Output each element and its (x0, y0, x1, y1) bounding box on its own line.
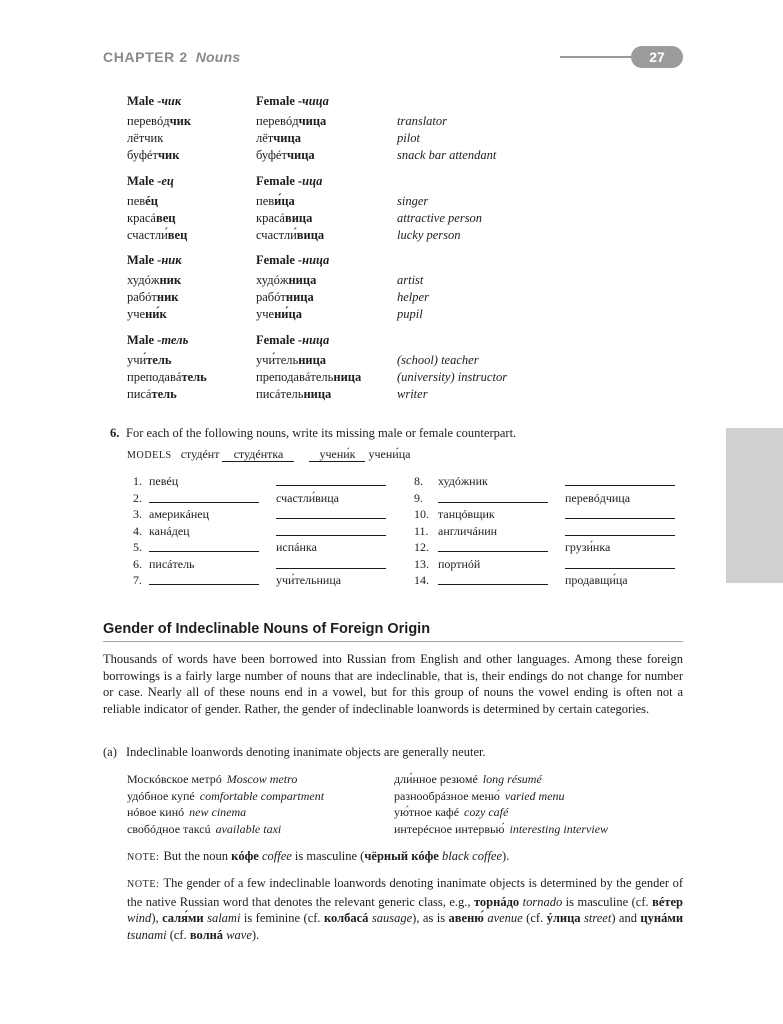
note-text: ). (502, 849, 510, 863)
female-ending: чица (273, 131, 301, 145)
answer-blank (276, 485, 386, 486)
female-label: Female (256, 333, 295, 347)
female-suffix-heading (256, 93, 329, 109)
note-italic: black coffee (441, 849, 503, 863)
exercise-item-number: 5. (133, 540, 142, 554)
female-ending: ница (288, 273, 317, 287)
group-header (0, 332, 783, 348)
word-pair-row (0, 130, 783, 146)
note-bold: цунáми (640, 911, 684, 925)
male-word (127, 193, 158, 209)
translation: writer (397, 387, 428, 401)
exercise-item-number: 10. (414, 507, 429, 521)
female-suffix-heading (256, 173, 322, 189)
word-pair-row (0, 272, 783, 288)
example-gloss: available taxi (215, 821, 282, 836)
female-label: Female (256, 174, 295, 188)
note-italic: avenue (487, 911, 523, 925)
page-number-badge: 27 (631, 46, 683, 68)
note-bold: чёрный кóфе (364, 849, 439, 863)
female-stem: буфéт (256, 148, 287, 162)
female-suffix: -ница (298, 333, 330, 347)
chapter-label: CHAPTER 2 (103, 49, 188, 65)
male-word (127, 289, 178, 305)
male-stem: преподавá (127, 370, 182, 384)
male-stem: рабóт (127, 290, 157, 304)
male-ending: чик (169, 114, 192, 128)
note-italic: salami (207, 911, 241, 925)
exercise-item-number: 14. (414, 573, 429, 587)
note-italic: street (584, 911, 612, 925)
section-title: Gender of Indeclinable Nouns of Foreign Origin (103, 621, 431, 637)
example-russian: ую́тное кафé (394, 805, 460, 819)
note-italic: coffee (261, 849, 292, 863)
female-word (256, 113, 326, 129)
answer-blank (438, 551, 548, 552)
female-label: Female (256, 253, 295, 267)
female-suffix: -ница (298, 253, 330, 267)
male-stem: худóж (127, 273, 160, 287)
note-text: ), as is (412, 911, 449, 925)
male-label: Male (127, 333, 155, 347)
translation: (university) instructor (397, 370, 508, 384)
exercise-item-number: 9. (414, 490, 423, 505)
male-ending: ник (156, 290, 179, 304)
note-italic: wave (226, 927, 252, 942)
exercise-male-word: писáтель (149, 556, 195, 571)
examples-right (394, 771, 608, 837)
section-rule (103, 641, 683, 642)
translation: lucky person (397, 228, 461, 242)
male-word (127, 272, 181, 288)
exercise-instruction: For each of the following nouns, write its missing male or female counterpart. (126, 426, 517, 440)
subsection-letter: (a) (103, 745, 117, 759)
female-suffix-heading (256, 332, 329, 348)
male-word (127, 210, 175, 226)
female-stem: писáтель (256, 387, 304, 401)
chapter-title: Nouns (195, 49, 241, 65)
female-word (256, 210, 312, 226)
female-stem: рабóт (256, 290, 286, 304)
answer-blank (438, 502, 548, 503)
example-phrase (127, 821, 324, 838)
exercise-item-number: 3. (133, 507, 142, 521)
word-pair-row (0, 147, 783, 163)
note-text: ) and (611, 911, 641, 925)
group-header (0, 252, 783, 268)
note-coffee (127, 848, 683, 867)
male-stem: красá (127, 211, 156, 225)
exercise-item-number: 12. (414, 540, 429, 554)
female-ending: и́ца (274, 194, 295, 208)
female-ending: ница (298, 353, 327, 367)
female-word (256, 193, 295, 209)
exercise-male-word: англичáнин (438, 523, 498, 538)
note-italic: tornado (522, 894, 563, 909)
female-ending: ница (285, 290, 314, 304)
male-word (127, 147, 179, 163)
exercise-male-word: канáдец (149, 523, 190, 538)
female-stem: счастли́ (256, 228, 297, 242)
section-intro: Thousands of words have been borrowed into Russian from English and other languages. Among these foreign borrowings is a fairly large number of nouns that are indeclinable, that is, their endings do not change for number or case. Nearly all of these nouns end in a vowel, but for this group of nouns the vowel ending is often not a reliable indicator of gender. Rather, the gender of indeclinable loanwords is determined by certain categories. (103, 652, 683, 716)
example-gloss: long résumé (482, 772, 542, 786)
female-suffix: -чица (298, 94, 329, 108)
example-gloss: new cinema (189, 805, 247, 819)
male-stem: перевóд (127, 114, 170, 128)
word-pair-row (0, 369, 783, 385)
exercise-item-number: 8. (414, 474, 423, 488)
exercise-female-word: перевóдчица (565, 490, 631, 505)
female-ending: ница (333, 370, 362, 384)
answer-blank (149, 551, 259, 552)
note-label: NOTE: (127, 852, 160, 863)
male-suffix-heading (127, 252, 182, 268)
example-phrase (127, 788, 324, 805)
note-bold: колбасá (323, 911, 369, 925)
model2-answer: учени́к (309, 448, 365, 462)
exercise-number: 6. (110, 426, 120, 440)
female-stem: перевóд (256, 114, 299, 128)
exercise-models (127, 446, 410, 464)
example-gloss: comfortable compartment (199, 788, 325, 803)
note-text: But the noun (163, 849, 232, 863)
model2-word: учени́ца (368, 447, 411, 461)
example-russian: интерéсное интервью́ (394, 821, 505, 836)
note-generic-class (127, 875, 683, 943)
example-gloss: Moscow metro (226, 772, 298, 786)
translation: (school) teacher (397, 353, 479, 367)
exercise-female-word: учи́тельница (276, 573, 342, 587)
word-pair-row (0, 113, 783, 129)
male-suffix-heading (127, 173, 174, 189)
male-suffix: -ник (157, 253, 182, 267)
translation: pupil (397, 307, 423, 321)
note-text: is masculine ( (291, 849, 365, 863)
word-pair-row (0, 289, 783, 305)
examples-left (127, 771, 324, 837)
note-text: is masculine (cf. (562, 894, 653, 909)
answer-blank (276, 518, 386, 519)
female-stem: уче (256, 307, 275, 321)
female-word (256, 306, 302, 322)
note-bold: саля́ми (162, 911, 204, 925)
translation: artist (397, 273, 424, 287)
exercise-male-word: америкáнец (149, 507, 209, 521)
example-russian: дли́нное резюмé (394, 772, 478, 786)
exercise-item-number: 13. (414, 556, 429, 571)
exercise-male-word: танцóвщик (438, 507, 495, 521)
word-pair-row (0, 386, 783, 402)
male-word (127, 386, 177, 402)
female-word (256, 352, 326, 368)
female-stem: худóж (256, 273, 289, 287)
models-label: MODELS (127, 450, 172, 461)
translation: pilot (397, 131, 420, 145)
note-italic: wind (127, 911, 152, 925)
example-phrase (127, 804, 324, 821)
note-text: (cf. (522, 911, 547, 925)
male-label: Male (127, 94, 155, 108)
example-russian: разнообрáзное меню́ (394, 788, 500, 803)
male-word (127, 227, 187, 243)
female-stem: преподавáтель (256, 370, 334, 384)
male-stem: пев (127, 194, 146, 208)
running-header (103, 49, 240, 65)
female-label: Female (256, 94, 295, 108)
exercise-item-number: 4. (133, 523, 142, 538)
example-gloss: cozy café (464, 805, 509, 819)
word-pair-row (0, 193, 783, 209)
male-ending: вец (167, 228, 188, 242)
female-word (256, 386, 331, 402)
answer-blank (149, 584, 259, 585)
note-bold: авеню́ (448, 911, 484, 925)
model1-answer: студéнтка (222, 448, 294, 462)
note-text: (cf. (166, 927, 190, 942)
female-stem: лёт (256, 131, 274, 145)
translation: attractive person (397, 211, 483, 225)
exercise-female-word: испáнка (276, 540, 317, 554)
male-suffix-heading (127, 93, 181, 109)
male-stem: уче (127, 307, 146, 321)
exercise-male-word: худóжник (438, 474, 488, 488)
male-suffix: -ец (157, 174, 174, 188)
female-word (256, 130, 301, 146)
word-pair-row (0, 306, 783, 322)
female-word (256, 369, 361, 385)
example-russian: нóвое кинó (127, 805, 185, 819)
male-ending: ник (159, 273, 182, 287)
note-text: is feminine (cf. (240, 911, 324, 925)
male-stem: учи́ (127, 353, 147, 367)
answer-blank (438, 584, 548, 585)
note-bold: вéтер (652, 894, 684, 909)
example-phrase (394, 771, 608, 788)
male-word (127, 352, 172, 368)
example-phrase (127, 771, 324, 788)
answer-blank (565, 568, 675, 569)
example-phrase (394, 804, 608, 821)
example-russian: удóбное купé (127, 788, 195, 803)
female-stem: красá (256, 211, 285, 225)
male-stem: счастли́ (127, 228, 168, 242)
male-label: Male (127, 174, 155, 188)
female-ending: вица (284, 211, 313, 225)
female-stem: учи́тель (256, 353, 299, 367)
exercise-male-word: портнóй (438, 556, 481, 571)
female-suffix-heading (256, 252, 329, 268)
note-text: ), (151, 911, 163, 925)
male-suffix: -чик (157, 94, 182, 108)
female-word (256, 147, 315, 163)
note-bold: ýлица (546, 911, 581, 925)
word-pair-row (0, 210, 783, 226)
male-ending: тель (151, 387, 177, 401)
female-ending: вица (296, 228, 325, 242)
note-bold: кóфе (231, 849, 259, 863)
group-header (0, 173, 783, 189)
note-italic: sausage (371, 911, 413, 925)
female-ending: чица (298, 114, 327, 128)
answer-blank (276, 568, 386, 569)
answer-blank (565, 535, 675, 536)
male-ending: тель (146, 353, 172, 367)
note-text: The gender of a few indeclinable loanwords denoting inanimate objects is determined by the gender of the native Russian word that denotes the relevant generic class, e.g., (127, 876, 683, 909)
answer-blank (565, 485, 675, 486)
male-suffix: -тель (157, 333, 189, 347)
chapter-side-tab (726, 428, 783, 583)
male-stem: лётчик (127, 131, 164, 145)
exercise-item-number: 11. (414, 523, 429, 538)
male-ending: тель (181, 370, 207, 384)
example-phrase (394, 821, 608, 838)
male-ending: ни́к (145, 307, 167, 321)
word-pair-row (0, 352, 783, 368)
subsection-text: Indeclinable loanwords denoting inanimate objects are generally neuter. (126, 745, 486, 759)
translation: helper (397, 290, 429, 304)
answer-blank (565, 518, 675, 519)
female-word (256, 289, 314, 305)
note-italic: tsunami (127, 927, 167, 942)
note-text: ). (251, 927, 260, 942)
male-label: Male (127, 253, 155, 267)
example-russian: свобóдное таксú (127, 821, 211, 836)
female-stem: пев (256, 194, 275, 208)
example-gloss: interesting interview (509, 821, 609, 836)
male-ending: éц (145, 194, 158, 208)
exercise-item-number: 6. (133, 556, 142, 571)
exercise-male-word: певéц (149, 474, 179, 488)
female-ending: ница (303, 387, 332, 401)
exercise-item-number: 1. (133, 474, 142, 488)
female-ending: чица (286, 148, 315, 162)
example-phrase (394, 788, 608, 805)
female-word (256, 272, 316, 288)
exercise-female-word: продавщи́ца (565, 573, 628, 587)
answer-blank (276, 535, 386, 536)
word-pair-row (0, 227, 783, 243)
female-ending: ни́ца (274, 307, 302, 321)
answer-blank (149, 502, 259, 503)
note-label: NOTE: (127, 879, 160, 890)
header-rule (560, 56, 640, 58)
male-ending: чик (157, 148, 180, 162)
exercise-female-word: грузи́нка (565, 540, 611, 554)
male-suffix-heading (127, 332, 188, 348)
note-bold: торнáдо (473, 894, 520, 909)
male-word (127, 306, 167, 322)
male-stem: буфéт (127, 148, 158, 162)
male-word (127, 369, 207, 385)
note-bold: волнá (189, 927, 224, 942)
translation: translator (397, 114, 448, 128)
male-ending: вец (155, 211, 176, 225)
example-russian: Москóвское метрó (127, 772, 222, 786)
subsection-a (103, 744, 486, 760)
exercise-item-number: 2. (133, 490, 142, 505)
female-suffix: -ица (298, 174, 323, 188)
model1-word: студéнт (180, 447, 220, 461)
translation: singer (397, 194, 429, 208)
exercise-female-word: счастли́вица (276, 490, 339, 505)
male-word (127, 130, 163, 146)
female-word (256, 227, 324, 243)
group-header (0, 93, 783, 109)
exercise-item-number: 7. (133, 573, 142, 587)
translation: snack bar attendant (397, 148, 497, 162)
male-stem: писá (127, 387, 152, 401)
example-gloss: varied menu (504, 788, 565, 803)
male-word (127, 113, 191, 129)
